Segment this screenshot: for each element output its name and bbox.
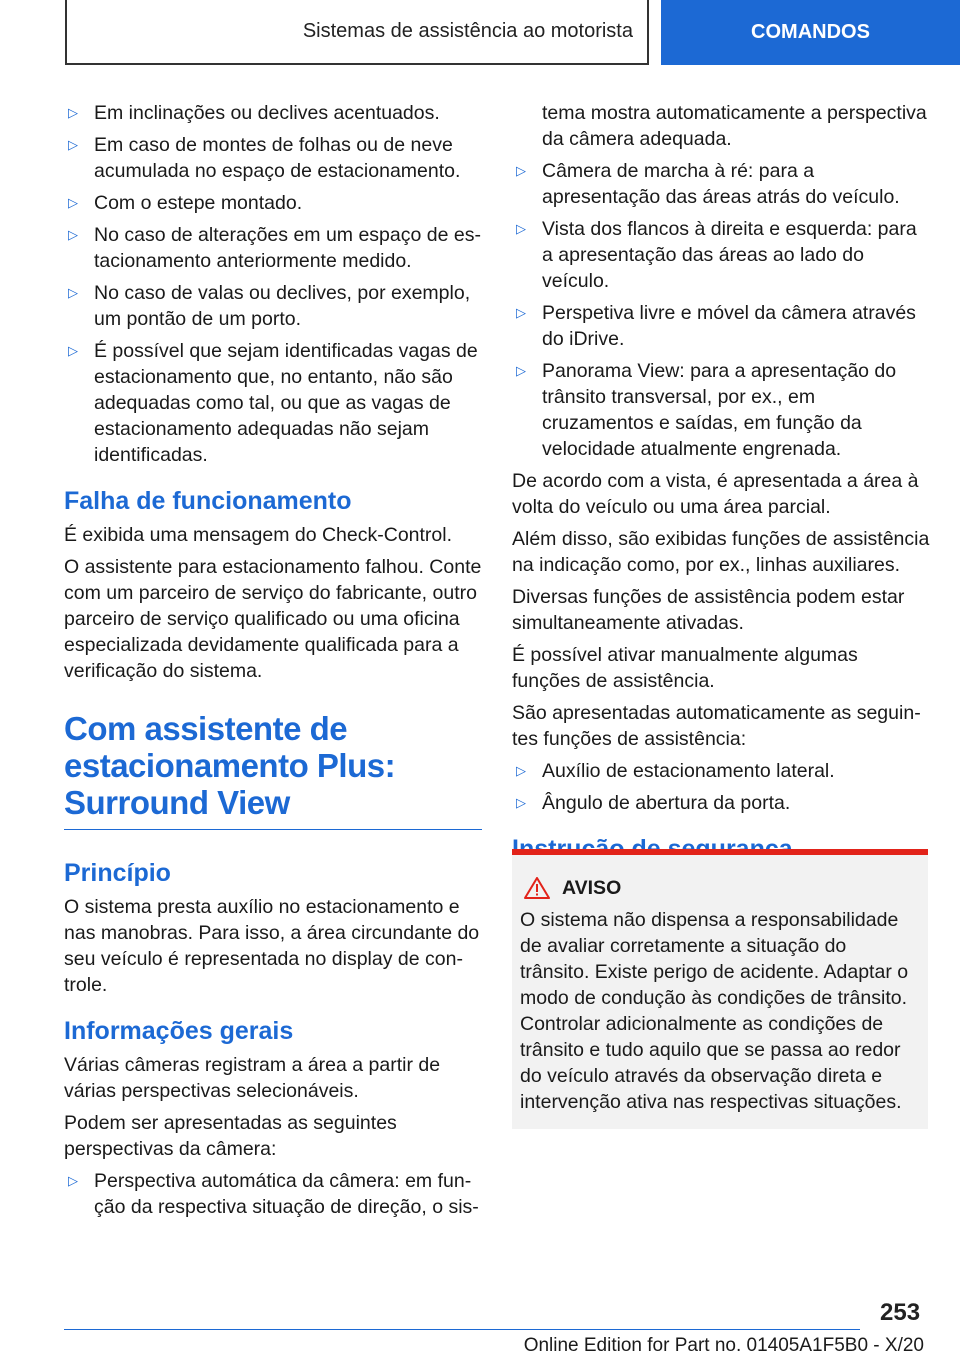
triangle-bullet-icon: ▷ — [68, 105, 78, 120]
bullet-continuation: tema mostra automaticamente a perspectiva da câmera adequada. — [542, 102, 927, 150]
triangle-bullet-icon: ▷ — [68, 227, 78, 242]
section-title-text: Sistemas de assistência ao motorista — [302, 20, 633, 42]
warning-title — [524, 875, 920, 901]
info-paragraph-1: Várias câmeras registram a área a partir de várias perspectivas selecionáveis. — [64, 1054, 441, 1102]
falha-heading: Falha de funcionamento — [64, 487, 352, 515]
footer-divider — [64, 1329, 860, 1330]
triangle-bullet-icon: ▷ — [516, 363, 526, 378]
list-item: ▷ Vista dos flancos à direita e esquerda: para a apresentação das áreas ao lado do veículo. — [512, 216, 930, 294]
chapter-tab-label: COMANDOS — [751, 21, 870, 43]
list-item: ▷ No caso de valas ou declives, por exemplo, um pontão de um porto. — [64, 280, 482, 332]
list-item: ▷ Ângulo de abertura da porta. — [512, 790, 930, 816]
principio-paragraph: O sistema presta auxílio no estacionamento e nas manobras. Para isso, a área circundante do seu veículo é representada no display de controle. — [64, 896, 480, 996]
triangle-bullet-icon: ▷ — [68, 285, 78, 300]
triangle-bullet-icon: ▷ — [516, 163, 526, 178]
triangle-bullet-icon: ▷ — [516, 795, 526, 810]
paragraph: É possível ativar manualmente algumas funções de assistência. — [512, 644, 858, 692]
triangle-bullet-icon: ▷ — [68, 137, 78, 152]
paragraph: Além disso, são exibidas funções de assistência na indicação como, por ex., linhas auxiliares. — [512, 528, 930, 576]
list-item: ▷ É possível que sejam identificadas vagas de estacionamento que, no entanto, não são adequadas como tal, ou que as vagas de estacionamento adequadas não sejam identificadas. — [64, 338, 482, 468]
list-item: ▷ Câmera de marcha à ré: para a apresentação das áreas atrás do veículo. — [512, 158, 930, 210]
section-title — [65, 0, 649, 65]
list-item: ▷ Com o estepe montado. — [64, 190, 482, 216]
principio-heading: Princípio — [64, 859, 171, 887]
triangle-bullet-icon: ▷ — [516, 763, 526, 778]
main-heading: Com assistente de estacionamento Plus: Surround View — [64, 710, 482, 830]
triangle-bullet-icon: ▷ — [68, 343, 78, 358]
chapter-tab[interactable] — [661, 0, 960, 65]
footer-edition: Online Edition for Part no. 01405A1F5B0 - X/20 — [523, 1335, 924, 1356]
info-heading: Informações gerais — [64, 1017, 294, 1045]
paragraph: Diversas funções de assistência podem estar simultaneamente ativadas. — [512, 586, 905, 634]
right-column — [512, 100, 930, 870]
falha-paragraph-1: É exibida uma mensagem do Check-Control. — [64, 524, 453, 546]
page-number: 253 — [880, 1299, 921, 1326]
triangle-bullet-icon: ▷ — [516, 221, 526, 236]
list-item: ▷ Em inclinações ou declives acentuados. — [64, 100, 482, 126]
list-item: ▷ Auxílio de estacionamento lateral. — [512, 758, 930, 784]
list-item: ▷ Perspectiva automática da câmera: em função da respectiva situação de direção, o sis- — [64, 1168, 482, 1220]
warning-text: O sistema não dispensa a responsabilidade de avaliar corretamente a situação do trânsito. Existe perigo de acidente. Adaptar o modo de condução às condições de trânsito. Controlar adicionalmente as condições de trânsito e tudo aquilo que se passa ao redor do veículo através da observação direta e intervenção ativa nas respectivas situações. — [520, 909, 909, 1113]
paragraph: De acordo com a vista, é apresentada a área à volta do veículo ou uma área parcial. — [512, 470, 919, 518]
info-paragraph-2: Podem ser apresentadas as seguintes perspectivas da câmera: — [64, 1112, 397, 1160]
triangle-bullet-icon: ▷ — [68, 1173, 78, 1188]
list-item: ▷ No caso de alterações em um espaço de estacionamento anteriormente medido. — [64, 222, 482, 274]
triangle-bullet-icon: ▷ — [516, 305, 526, 320]
warning-title-text: AVISO — [562, 877, 622, 899]
warning-triangle-icon — [524, 877, 550, 899]
list-item: ▷ Panorama View: para a apresentação do trânsito transversal, por ex., em cruzamentos e saídas, em função da velocidade atualmente engrenada. — [512, 358, 930, 462]
list-item: ▷ Em caso de montes de folhas ou de neve acumulada no espaço de estacionamento. — [64, 132, 482, 184]
left-column — [64, 100, 482, 1226]
list-item: ▷ Perspetiva livre e móvel da câmera através do iDrive. — [512, 300, 930, 352]
falha-paragraph-2: O assistente para estacionamento falhou. Conte com um parceiro de serviço do fabricante, outro parceiro de serviço qualificado ou uma oficina especializada devidamente qualificada para a verificação do sistema. — [64, 556, 482, 682]
warning-box — [512, 849, 928, 1129]
triangle-bullet-icon: ▷ — [68, 195, 78, 210]
paragraph: São apresentadas automaticamente as seguintes funções de assistência: — [512, 702, 921, 750]
